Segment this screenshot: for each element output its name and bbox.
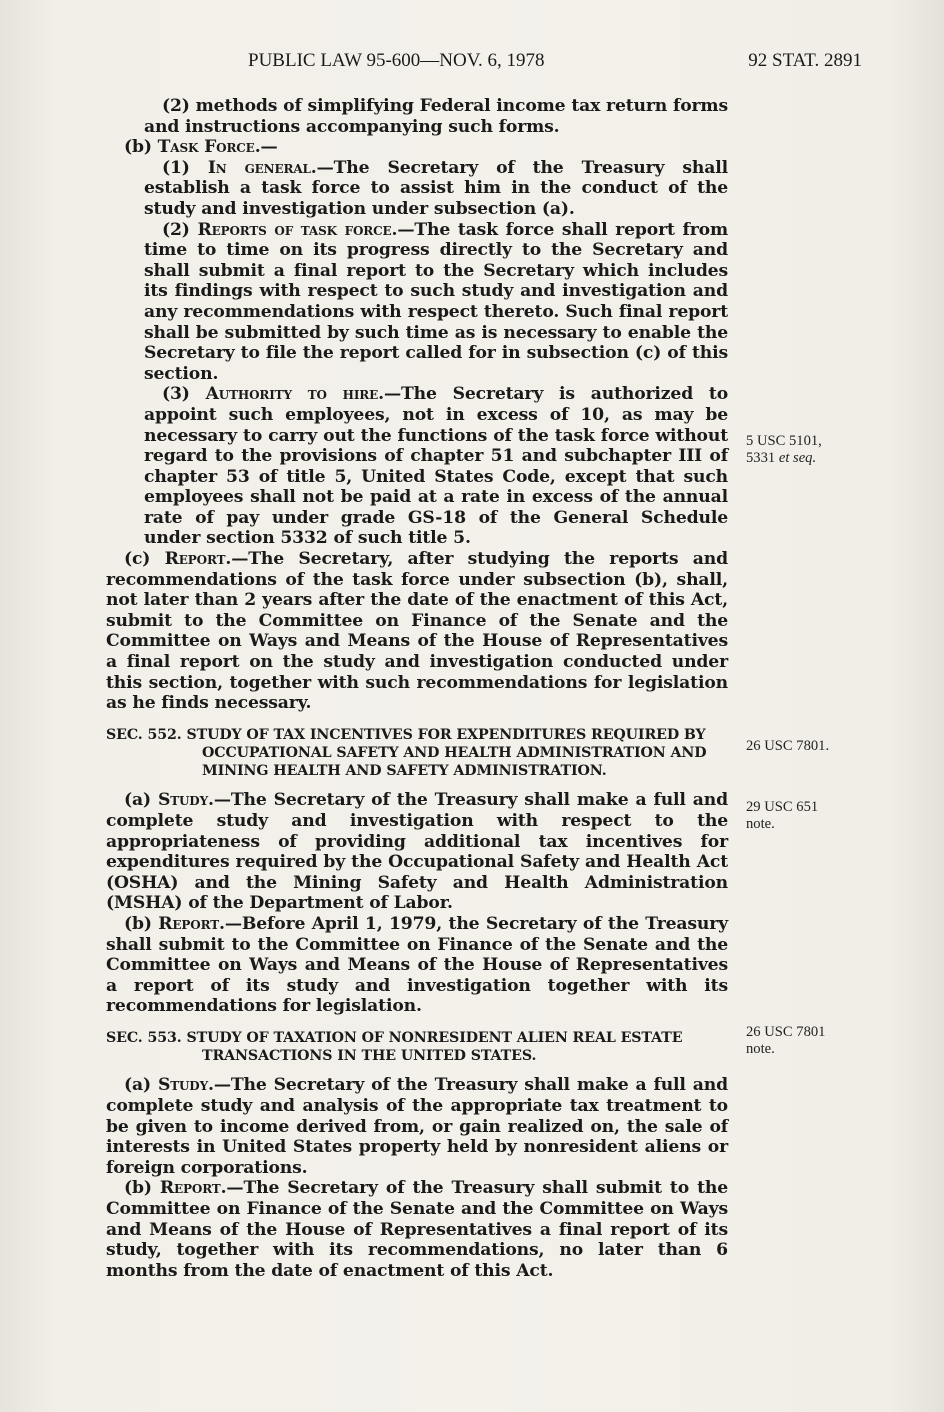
page-header [0,50,944,80]
paragraph-b1: (1) In general.—The Secretary of the Treasury shall establish a task force to assist him in the conduct of the study and investigation under subsection (a). [144,157,728,219]
margin-note-29-usc-651: 29 USC 651 note. [746,799,819,832]
margin-note-26-usc-7801-note: 26 USC 7801 note. [746,1024,826,1057]
statute-page-number: 92 STAT. 2891 [748,50,862,71]
paragraph-a2: (2) methods of simplifying Federal income tax return forms and instructions accompanying such forms. [144,96,728,137]
margin-note-26-usc-7801: 26 USC 7801. [746,738,830,754]
section-553-b: (b) Report.—The Secretary of the Treasury shall submit to the Committee on Finance of the Senate and the Committee on Ways and Means of the House of Representatives a final report of its study, together with its recommendations, no later than 6 months from the date of enactment of this Act. [106,1178,728,1281]
body-text [106,96,728,1281]
running-title: PUBLIC LAW 95-600—NOV. 6, 1978 [248,50,545,71]
section-553-heading: SEC. 553. STUDY OF TAXATION OF NONRESIDENT ALIEN REAL ESTATE TRANSACTIONS IN THE UNITED STATES. [106,1029,683,1065]
margin-note-5-usc-5101: 5 USC 5101, 5331 et seq. [746,433,822,466]
section-552-b: (b) Report.—Before April 1, 1979, the Secretary of the Treasury shall submit to the Committee on Finance of the Senate and the Committee on Ways and Means of the House of Representatives a report of its study and investigation together with its recommendations for legislation. [106,913,728,1017]
paragraph-c: (c) Report.—The Secretary, after studying the reports and recommendations of the task force under subsection (b), shall, not later than 2 years after the date of the enactment of this Act, submit to the Committee on Finance of the Senate and the Committee on Ways and Means of the House of Representatives a final report on the study and investigation conducted under this section, together with such recommendations for legislation as he finds necessary. [106,549,728,714]
paragraph-b2: (2) Reports of task force.—The task force shall report from time to time on its progress directly to the Secretary and shall submit a final report to the Secretary which includes its findings with respect to such study and investigation and any recommendations with respect thereto. Such final report shall be submitted by such time as is necessary to enable the Secretary to file the report called for in subsection (c) of this section. [144,219,728,384]
section-553-a: (a) Study.—The Secretary of the Treasury shall make a full and complete study and analysis of the appropriate tax treatment to be given to income derived from, or gain realized on, the sale of interests in United States property held by nonresident aliens or foreign corporations. [106,1075,728,1178]
paragraph-b3: (3) Authority to hire.—The Secretary is authorized to appoint such employees, not in excess of 10, as may be necessary to carry out the functions of the task force without regard to the provisions of chapter 51 and subchapter III of chapter 53 of title 5, United States Code, except that such employees shall not be paid at a rate in excess of the annual rate of pay under grade GS-18 of the General Schedule under section 5332 of such title 5. [144,384,729,549]
section-552-a: (a) Study.—The Secretary of the Treasury shall make a full and complete study and investigation with respect to the appropriateness of providing additional tax incentives for expenditures required by the Occupational Safety and Health Act (OSHA) and the Mining Safety and Health Administration (MSHA) of the Department of Labor. [106,790,728,914]
section-552-heading: SEC. 552. STUDY OF TAX INCENTIVES FOR EXPENDITURES REQUIRED BY OCCUPATIONAL SAFETY AND HEALTH ADMINISTRATION AND MINING HEALTH AND SAFETY ADMINISTRATION. [106,726,707,780]
paragraph-b-heading: (b) Task Force.— [124,137,278,158]
